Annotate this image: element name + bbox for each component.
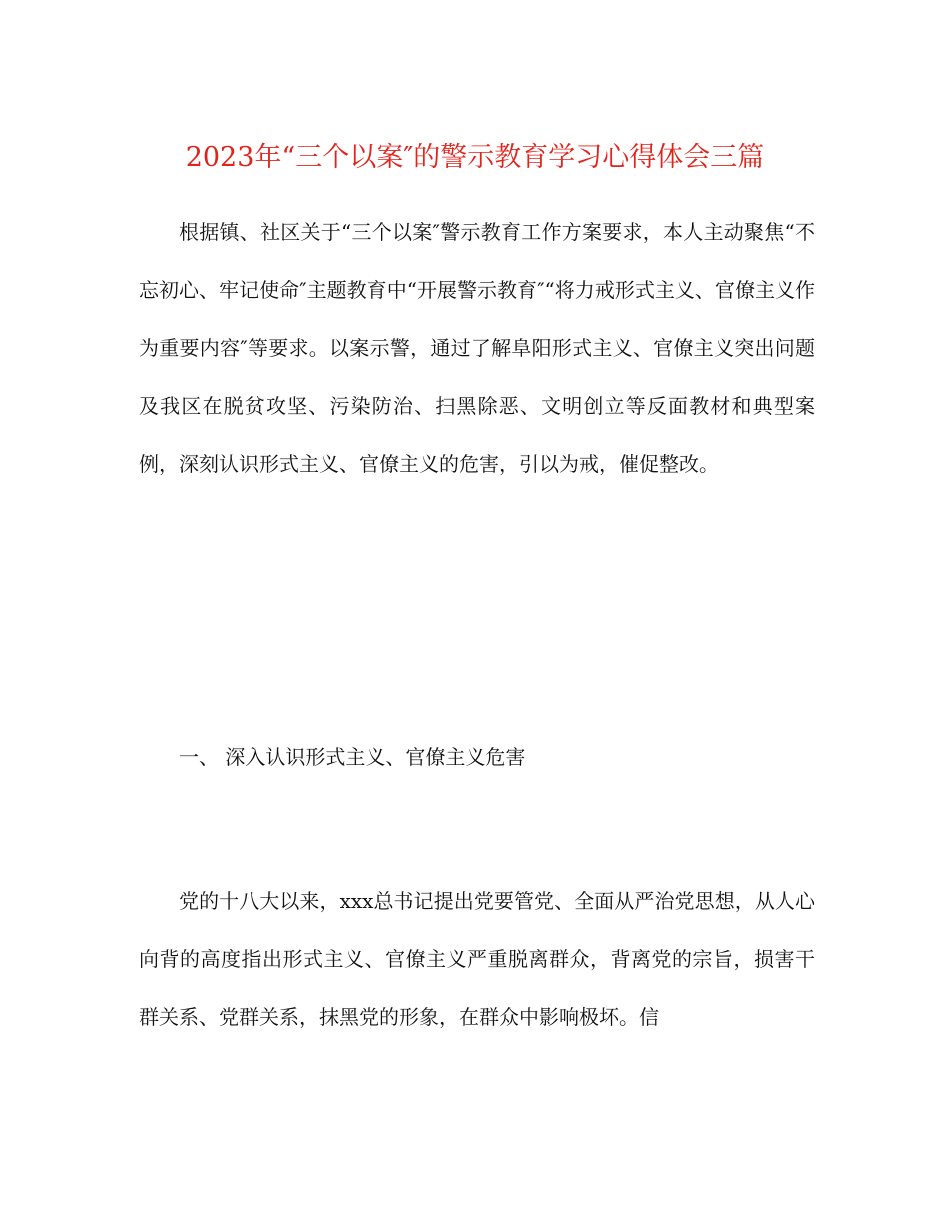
section-heading-1: 一、 深入认识形式主义、官僚主义危害: [179, 745, 526, 769]
body-paragraph-section-1: 党的十八大以来，xxx总书记提出党要管党、全面从严治党思想，从人心向背的高度指出形式主义、官僚主义严重脱离群众，背离党的宗旨，损害干群关系、党群关系，抹黑党的形象，在群众中影响极坏。信: [139, 889, 815, 1029]
body-paragraph-intro: 根据镇、社区关于“三个以案″警示教育工作方案要求，本人主动聚焦“不忘初心、牢记使命″主题教育中“开展警示教育″“将力戒形式主义、官僚主义作为重要内容″等要求。以案示警，通过了解阜阳形式主义、官僚主义突出问题及我区在脱贫攻坚、污染防治、扫黑除恶、文明创立等反面教材和典型案例，深刻认识形式主义、官僚主义的危害，引以为戒，催促整改。: [139, 220, 815, 476]
document-title: 2023年“三个以案″的警示教育学习心得体会三篇: [185, 142, 765, 173]
